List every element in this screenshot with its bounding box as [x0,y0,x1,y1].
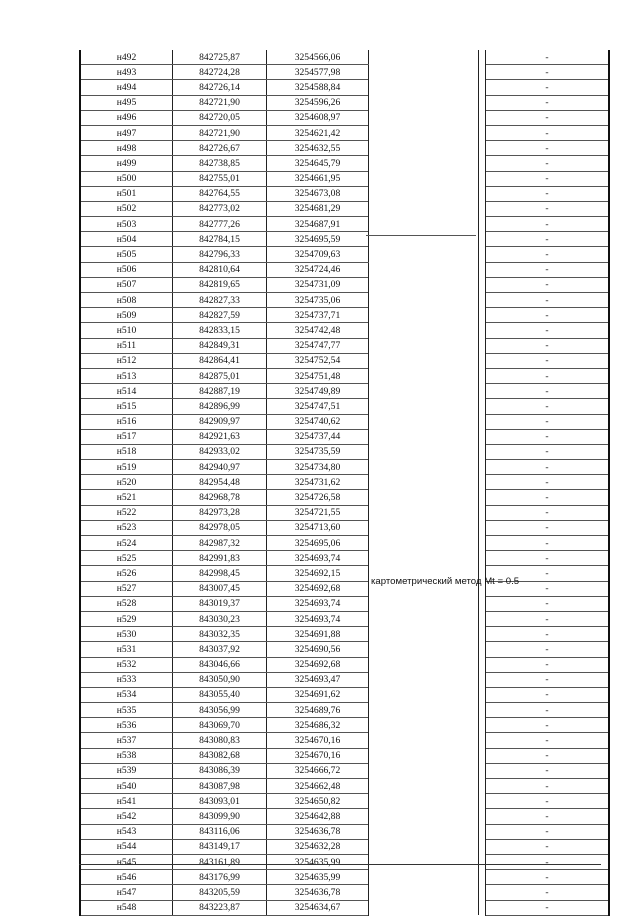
x-coordinate-cell: 842896,99 [173,399,267,414]
table-row [80,293,609,308]
x-coordinate-cell: 843046,66 [173,657,267,672]
table-row [80,763,609,778]
table-row [80,703,609,718]
table-row [80,368,609,383]
x-coordinate-cell: 843080,83 [173,733,267,748]
x-coordinate-cell: 842784,15 [173,232,267,247]
x-coordinate-cell: 842738,85 [173,156,267,171]
point-id-cell: н494 [80,80,173,95]
table-row [80,627,609,642]
x-coordinate-cell: 842909,97 [173,414,267,429]
y-coordinate-cell: 3254751,48 [267,368,369,383]
point-id-cell: н517 [80,429,173,444]
error-cell: - [486,338,610,353]
point-id-cell: н502 [80,201,173,216]
x-coordinate-cell: 843056,99 [173,703,267,718]
table-row [80,308,609,323]
point-id-cell: н529 [80,611,173,626]
point-id-cell: н509 [80,308,173,323]
point-id-cell: н547 [80,885,173,900]
x-coordinate-cell: 843069,70 [173,718,267,733]
table-row [80,65,609,80]
error-cell: - [486,885,610,900]
y-coordinate-cell: 3254673,08 [267,186,369,201]
table-row [80,353,609,368]
point-id-cell: н501 [80,186,173,201]
y-coordinate-cell: 3254693,74 [267,611,369,626]
point-id-cell: н540 [80,779,173,794]
table-row [80,399,609,414]
table-row [80,779,609,794]
error-cell: - [486,475,610,490]
point-id-cell: н500 [80,171,173,186]
x-coordinate-cell: 842721,90 [173,125,267,140]
x-coordinate-cell: 843087,98 [173,779,267,794]
x-coordinate-cell: 842864,41 [173,353,267,368]
x-coordinate-cell: 842887,19 [173,384,267,399]
table-row [80,870,609,885]
y-coordinate-cell: 3254608,97 [267,110,369,125]
table-row [80,262,609,277]
point-id-cell: н522 [80,505,173,520]
table-row [80,384,609,399]
y-coordinate-cell: 3254693,47 [267,672,369,687]
y-coordinate-cell: 3254642,88 [267,809,369,824]
y-coordinate-cell: 3254752,54 [267,353,369,368]
error-cell: - [486,687,610,702]
point-id-cell: н498 [80,141,173,156]
method-cell-divider [366,235,476,236]
point-id-cell: н520 [80,475,173,490]
x-coordinate-cell: 842968,78 [173,490,267,505]
error-cell: - [486,384,610,399]
x-coordinate-cell: 842724,28 [173,65,267,80]
y-coordinate-cell: 3254645,79 [267,156,369,171]
y-coordinate-cell: 3254734,80 [267,460,369,475]
table-row [80,338,609,353]
point-id-cell: н504 [80,232,173,247]
y-coordinate-cell: 3254632,28 [267,839,369,854]
method-cell [369,50,479,247]
y-coordinate-cell: 3254742,48 [267,323,369,338]
point-id-cell: н537 [80,733,173,748]
table-row [80,854,609,869]
error-cell: - [486,262,610,277]
error-cell: - [486,733,610,748]
x-coordinate-cell: 843086,39 [173,763,267,778]
point-id-cell: н493 [80,65,173,80]
point-id-cell: н534 [80,687,173,702]
y-coordinate-cell: 3254691,88 [267,627,369,642]
x-coordinate-cell: 842726,14 [173,80,267,95]
x-coordinate-cell: 842726,67 [173,141,267,156]
error-cell: - [486,824,610,839]
x-coordinate-cell: 842933,02 [173,444,267,459]
table-row [80,551,609,566]
error-cell: - [486,642,610,657]
error-cell: - [486,627,610,642]
table-row [80,110,609,125]
x-coordinate-cell: 843149,17 [173,839,267,854]
error-cell: - [486,490,610,505]
error-cell: - [486,171,610,186]
error-cell: - [486,141,610,156]
y-coordinate-cell: 3254749,89 [267,384,369,399]
table-row [80,885,609,900]
y-coordinate-cell: 3254692,68 [267,657,369,672]
error-cell: - [486,429,610,444]
x-coordinate-cell: 842987,32 [173,536,267,551]
point-id-cell: н527 [80,581,173,596]
table-row [80,201,609,216]
x-coordinate-cell: 843223,87 [173,900,267,915]
error-cell: - [486,65,610,80]
point-id-cell: н533 [80,672,173,687]
spacer-cell [479,50,486,915]
y-coordinate-cell: 3254636,78 [267,885,369,900]
y-coordinate-cell: 3254686,32 [267,718,369,733]
x-coordinate-cell: 842810,64 [173,262,267,277]
y-coordinate-cell: 3254692,15 [267,566,369,581]
x-coordinate-cell: 842940,97 [173,460,267,475]
point-id-cell: н511 [80,338,173,353]
y-coordinate-cell: 3254635,99 [267,870,369,885]
x-coordinate-cell: 843082,68 [173,748,267,763]
method-description-cell [369,247,520,915]
x-coordinate-cell: 843116,06 [173,824,267,839]
table-row [80,839,609,854]
y-coordinate-cell: 3254709,63 [267,247,369,262]
error-cell: - [486,870,610,885]
table-row [80,125,609,140]
point-id-cell: н503 [80,217,173,232]
point-id-cell: н530 [80,627,173,642]
point-id-cell: н535 [80,703,173,718]
y-coordinate-cell: 3254735,59 [267,444,369,459]
table-row [80,611,609,626]
x-coordinate-cell: 843007,45 [173,581,267,596]
x-coordinate-cell: 842998,45 [173,566,267,581]
error-cell: - [486,718,610,733]
table-row [80,460,609,475]
x-coordinate-cell: 842827,59 [173,308,267,323]
point-id-cell: н495 [80,95,173,110]
error-cell: - [486,551,610,566]
point-id-cell: н538 [80,748,173,763]
error-cell: - [486,293,610,308]
x-coordinate-cell: 842954,48 [173,475,267,490]
x-coordinate-cell: 842827,33 [173,293,267,308]
y-coordinate-cell: 3254740,62 [267,414,369,429]
point-id-cell: н542 [80,809,173,824]
y-coordinate-cell: 3254661,95 [267,171,369,186]
method-label: картометрический метод Mt = 0.5 [371,575,520,587]
error-cell: - [486,703,610,718]
point-id-cell: н541 [80,794,173,809]
error-cell: - [486,50,610,65]
point-id-cell: н525 [80,551,173,566]
point-id-cell: н539 [80,763,173,778]
y-coordinate-cell: 3254670,16 [267,748,369,763]
point-id-cell: н546 [80,870,173,885]
point-id-cell: н524 [80,536,173,551]
error-cell: - [486,839,610,854]
error-cell: - [486,460,610,475]
table-row [80,171,609,186]
x-coordinate-cell: 842833,15 [173,323,267,338]
table-row [80,186,609,201]
y-coordinate-cell: 3254695,59 [267,232,369,247]
x-coordinate-cell: 843176,99 [173,870,267,885]
y-coordinate-cell: 3254635,99 [267,854,369,869]
point-id-cell: н497 [80,125,173,140]
error-cell: - [486,156,610,171]
y-coordinate-cell: 3254650,82 [267,794,369,809]
table-row [80,232,609,247]
error-cell: - [486,110,610,125]
y-coordinate-cell: 3254735,06 [267,293,369,308]
table-row [80,414,609,429]
point-id-cell: н513 [80,368,173,383]
point-id-cell: н492 [80,50,173,65]
x-coordinate-cell: 843055,40 [173,687,267,702]
point-id-cell: н506 [80,262,173,277]
y-coordinate-cell: 3254689,76 [267,703,369,718]
point-id-cell: н519 [80,460,173,475]
error-cell: - [486,125,610,140]
coordinates-table-wrapper [79,50,601,916]
table-row [80,748,609,763]
y-coordinate-cell: 3254693,74 [267,551,369,566]
point-id-cell: н499 [80,156,173,171]
x-coordinate-cell: 842725,87 [173,50,267,65]
error-cell: - [486,581,610,596]
point-id-cell: н526 [80,566,173,581]
x-coordinate-cell: 843030,23 [173,611,267,626]
y-coordinate-cell: 3254566,06 [267,50,369,65]
table-row [80,900,609,915]
error-cell: - [486,900,610,915]
x-coordinate-cell: 842764,55 [173,186,267,201]
error-cell: - [486,794,610,809]
x-coordinate-cell: 842921,63 [173,429,267,444]
y-coordinate-cell: 3254588,84 [267,80,369,95]
table-row [80,277,609,292]
error-cell: - [486,247,610,262]
y-coordinate-cell: 3254666,72 [267,763,369,778]
point-id-cell: н548 [80,900,173,915]
y-coordinate-cell: 3254713,60 [267,520,369,535]
table-row [80,50,609,65]
x-coordinate-cell: 843032,35 [173,627,267,642]
table-row [80,824,609,839]
error-cell: - [486,368,610,383]
point-id-cell: н545 [80,854,173,869]
table-row [80,536,609,551]
y-coordinate-cell: 3254726,58 [267,490,369,505]
table-row [80,733,609,748]
point-id-cell: н543 [80,824,173,839]
table-row [80,141,609,156]
x-coordinate-cell: 842819,65 [173,277,267,292]
error-cell: - [486,536,610,551]
error-cell: - [486,672,610,687]
point-id-cell: н531 [80,642,173,657]
point-id-cell: н528 [80,596,173,611]
point-id-cell: н512 [80,353,173,368]
table-row [80,642,609,657]
point-id-cell: н510 [80,323,173,338]
table-row [80,323,609,338]
x-coordinate-cell: 843050,90 [173,672,267,687]
table-row [80,429,609,444]
error-cell: - [486,854,610,869]
table-bottom-border [79,864,601,865]
table-row [80,475,609,490]
point-id-cell: н518 [80,444,173,459]
x-coordinate-cell: 843019,37 [173,596,267,611]
error-cell: - [486,353,610,368]
point-id-cell: н505 [80,247,173,262]
error-cell: - [486,399,610,414]
y-coordinate-cell: 3254632,55 [267,141,369,156]
y-coordinate-cell: 3254737,71 [267,308,369,323]
error-cell: - [486,566,610,581]
table-row [80,444,609,459]
y-coordinate-cell: 3254737,44 [267,429,369,444]
y-coordinate-cell: 3254724,46 [267,262,369,277]
table-row [80,490,609,505]
table-row [80,217,609,232]
x-coordinate-cell: 842978,05 [173,520,267,535]
y-coordinate-cell: 3254670,16 [267,733,369,748]
y-coordinate-cell: 3254577,98 [267,65,369,80]
y-coordinate-cell: 3254621,42 [267,125,369,140]
x-coordinate-cell: 842777,26 [173,217,267,232]
x-coordinate-cell: 842973,28 [173,505,267,520]
table-row [80,657,609,672]
error-cell: - [486,80,610,95]
y-coordinate-cell: 3254636,78 [267,824,369,839]
y-coordinate-cell: 3254693,74 [267,596,369,611]
y-coordinate-cell: 3254662,48 [267,779,369,794]
table-row [80,95,609,110]
error-cell: - [486,186,610,201]
x-coordinate-cell: 842875,01 [173,368,267,383]
error-cell: - [486,232,610,247]
y-coordinate-cell: 3254691,62 [267,687,369,702]
error-cell: - [486,520,610,535]
y-coordinate-cell: 3254681,29 [267,201,369,216]
table-row [80,672,609,687]
x-coordinate-cell: 842991,83 [173,551,267,566]
error-cell: - [486,505,610,520]
x-coordinate-cell: 842849,31 [173,338,267,353]
point-id-cell: н516 [80,414,173,429]
point-id-cell: н544 [80,839,173,854]
x-coordinate-cell: 843099,90 [173,809,267,824]
y-coordinate-cell: 3254747,51 [267,399,369,414]
x-coordinate-cell: 842721,90 [173,95,267,110]
table-row [80,596,609,611]
y-coordinate-cell: 3254687,91 [267,217,369,232]
y-coordinate-cell: 3254690,56 [267,642,369,657]
x-coordinate-cell: 843037,92 [173,642,267,657]
x-coordinate-cell: 842773,02 [173,201,267,216]
table-row [80,520,609,535]
error-cell: - [486,748,610,763]
point-id-cell: н523 [80,520,173,535]
table-row [80,566,609,581]
error-cell: - [486,308,610,323]
x-coordinate-cell: 842755,01 [173,171,267,186]
error-cell: - [486,323,610,338]
y-coordinate-cell: 3254596,26 [267,95,369,110]
error-cell: - [486,444,610,459]
x-coordinate-cell: 843205,59 [173,885,267,900]
table-row [80,581,609,596]
table-row [80,505,609,520]
error-cell: - [486,657,610,672]
table-row [80,794,609,809]
x-coordinate-cell: 843093,01 [173,794,267,809]
point-id-cell: н507 [80,277,173,292]
error-cell: - [486,414,610,429]
y-coordinate-cell: 3254731,62 [267,475,369,490]
error-cell: - [486,809,610,824]
y-coordinate-cell: 3254747,77 [267,338,369,353]
point-id-cell: н515 [80,399,173,414]
coordinates-table-body [80,50,609,915]
error-cell: - [486,596,610,611]
table-row [80,687,609,702]
table-row [80,809,609,824]
y-coordinate-cell: 3254695,06 [267,536,369,551]
coordinates-table [79,50,610,916]
point-id-cell: н514 [80,384,173,399]
error-cell: - [486,95,610,110]
point-id-cell: н532 [80,657,173,672]
x-coordinate-cell: 842796,33 [173,247,267,262]
error-cell: - [486,779,610,794]
error-cell: - [486,277,610,292]
y-coordinate-cell: 3254721,55 [267,505,369,520]
error-cell: - [486,763,610,778]
table-row [80,247,609,262]
point-id-cell: н521 [80,490,173,505]
error-cell: - [486,201,610,216]
error-cell: - [486,611,610,626]
point-id-cell: н508 [80,293,173,308]
y-coordinate-cell: 3254634,67 [267,900,369,915]
table-row [80,718,609,733]
x-coordinate-cell: 843161,89 [173,854,267,869]
error-cell: - [486,217,610,232]
point-id-cell: н536 [80,718,173,733]
table-row [80,80,609,95]
table-row [80,156,609,171]
y-coordinate-cell: 3254692,68 [267,581,369,596]
point-id-cell: н496 [80,110,173,125]
x-coordinate-cell: 842720,05 [173,110,267,125]
y-coordinate-cell: 3254731,09 [267,277,369,292]
